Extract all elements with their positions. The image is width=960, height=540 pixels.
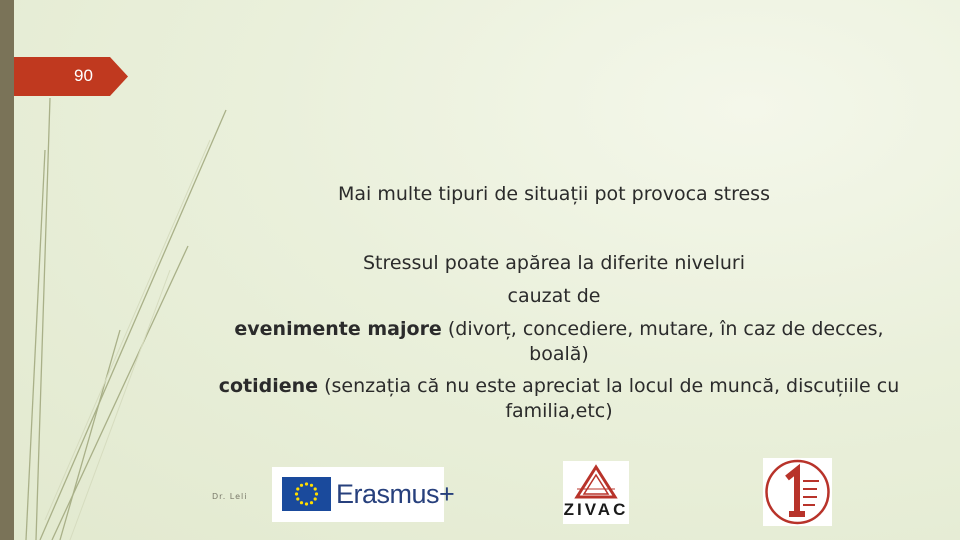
page-number-tab — [14, 57, 128, 96]
erasmus-wordmark: Erasmus+ — [336, 479, 455, 509]
school-logo — [763, 458, 832, 526]
erasmus-logo — [272, 467, 455, 522]
footer-author: Dr. Leli — [212, 492, 248, 501]
item-major-events-text: (divorț, concediere, mutare, în caz de decces, boală) — [441, 318, 884, 365]
zivac-emblem-icon — [563, 461, 629, 501]
slide-line-3: cauzat de — [507, 285, 601, 307]
tab-shape — [14, 57, 128, 96]
eu-flag-icon — [282, 477, 331, 511]
item-daily-events-text: (senzația că nu este apreciat la locul de muncă, discuțiile cu familia,etc) — [318, 375, 900, 422]
slide-line-1: Mai multe tipuri de situații pot provoca stress — [338, 183, 770, 205]
item-daily-events — [214, 374, 904, 424]
zivac-logo — [563, 461, 629, 524]
item-daily-events-bold: cotidiene — [218, 375, 319, 397]
item-major-events — [214, 317, 904, 367]
school-emblem-icon — [763, 458, 832, 526]
page-number: 90 — [74, 66, 93, 85]
zivac-wordmark: ZIVAC — [563, 500, 629, 519]
item-major-events-bold: evenimente majore — [234, 318, 442, 340]
slide-line-2: Stressul poate apărea la diferite niveluri — [363, 252, 745, 274]
